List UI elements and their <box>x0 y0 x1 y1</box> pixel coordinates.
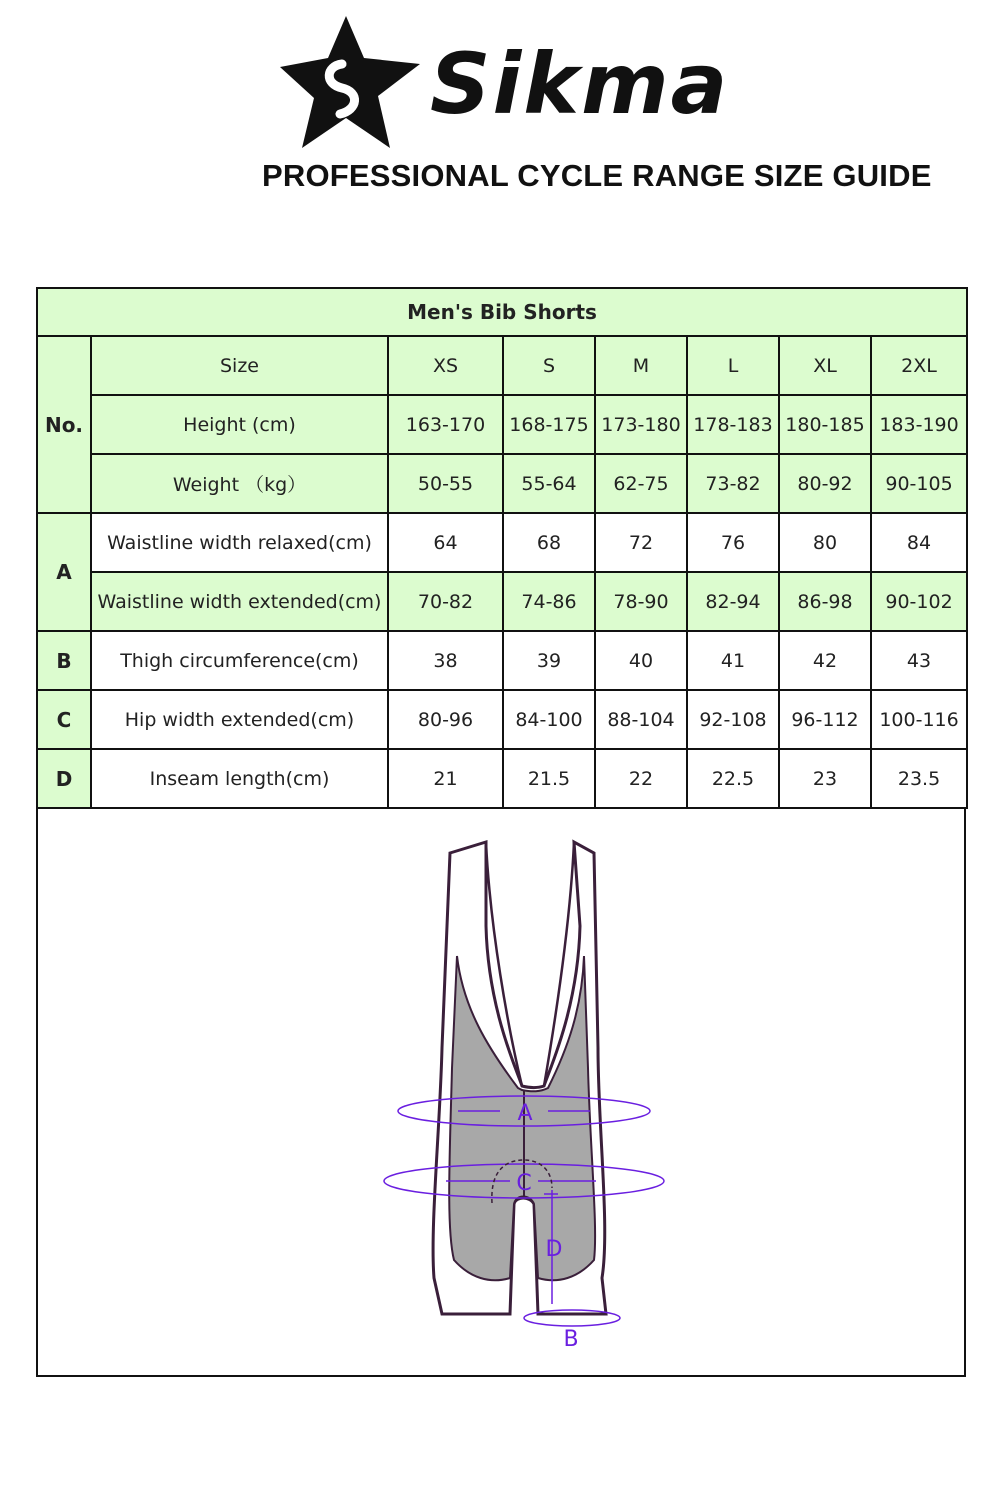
table-cell: 168-175 <box>503 395 595 454</box>
table-cell: 68 <box>503 513 595 572</box>
table-row <box>37 749 967 808</box>
row-group-label: A <box>37 513 91 631</box>
table-cell: 22 <box>595 749 687 808</box>
table-cell: 92-108 <box>687 690 779 749</box>
row-label: Size <box>91 336 388 395</box>
row-label: Waistline width relaxed(cm) <box>91 513 388 572</box>
table-cell: 173-180 <box>595 395 687 454</box>
table-cell: 74-86 <box>503 572 595 631</box>
table-cell: 22.5 <box>687 749 779 808</box>
table-cell: 23.5 <box>871 749 967 808</box>
row-group-label: C <box>37 690 91 749</box>
table-cell: 90-105 <box>871 454 967 513</box>
row-label: Weight （kg） <box>91 454 388 513</box>
table-cell: 73-82 <box>687 454 779 513</box>
table-cell: 78-90 <box>595 572 687 631</box>
table-cell: 178-183 <box>687 395 779 454</box>
table-cell: 42 <box>779 631 871 690</box>
row-label: Inseam length(cm) <box>91 749 388 808</box>
table-cell: 76 <box>687 513 779 572</box>
table-cell: 38 <box>388 631 503 690</box>
size-table <box>36 287 968 809</box>
table-cell: 180-185 <box>779 395 871 454</box>
table-cell: XS <box>388 336 503 395</box>
table-cell: 64 <box>388 513 503 572</box>
table-cell: 43 <box>871 631 967 690</box>
table-cell: 88-104 <box>595 690 687 749</box>
marker-d: D <box>545 1237 563 1262</box>
table-cell: 90-102 <box>871 572 967 631</box>
table-cell: L <box>687 336 779 395</box>
brand-header <box>280 12 740 152</box>
marker-b: B <box>563 1327 579 1352</box>
table-cell: 82-94 <box>687 572 779 631</box>
table-cell: 80-96 <box>388 690 503 749</box>
table-cell: 84 <box>871 513 967 572</box>
brand-name: Sikma <box>430 35 730 133</box>
table-cell: 21.5 <box>503 749 595 808</box>
row-group-label: No. <box>37 336 91 513</box>
row-group-label: D <box>37 749 91 808</box>
table-cell: 80 <box>779 513 871 572</box>
table-row <box>37 336 967 395</box>
table-cell: 23 <box>779 749 871 808</box>
page-title: PROFESSIONAL CYCLE RANGE SIZE GUIDE <box>262 158 932 193</box>
table-cell: XL <box>779 336 871 395</box>
row-label: Thigh circumference(cm) <box>91 631 388 690</box>
table-cell: 96-112 <box>779 690 871 749</box>
table-cell: M <box>595 336 687 395</box>
table-cell: 84-100 <box>503 690 595 749</box>
table-cell: 39 <box>503 631 595 690</box>
table-cell: 163-170 <box>388 395 503 454</box>
table-cell: 62-75 <box>595 454 687 513</box>
table-row <box>37 631 967 690</box>
star-logo-icon <box>280 12 425 152</box>
table-cell: 86-98 <box>779 572 871 631</box>
marker-c: C <box>516 1171 532 1196</box>
marker-a: A <box>517 1101 533 1126</box>
table-cell: 41 <box>687 631 779 690</box>
table-cell: 50-55 <box>388 454 503 513</box>
table-cell: 70-82 <box>388 572 503 631</box>
table-row <box>37 454 967 513</box>
table-row <box>37 690 967 749</box>
row-label: Hip width extended(cm) <box>91 690 388 749</box>
table-row <box>37 513 967 572</box>
table-cell: 2XL <box>871 336 967 395</box>
table-title: Men's Bib Shorts <box>37 288 967 336</box>
table-cell: S <box>503 336 595 395</box>
bib-shorts-illustration <box>38 808 964 1375</box>
table-cell: 72 <box>595 513 687 572</box>
size-chart <box>36 287 966 809</box>
table-cell: 100-116 <box>871 690 967 749</box>
table-cell: 183-190 <box>871 395 967 454</box>
table-row <box>37 395 967 454</box>
row-label: Height (cm) <box>91 395 388 454</box>
table-row <box>37 572 967 631</box>
row-group-label: B <box>37 631 91 690</box>
table-cell: 55-64 <box>503 454 595 513</box>
measurement-diagram <box>36 808 966 1377</box>
row-label: Waistline width extended(cm) <box>91 572 388 631</box>
table-cell: 80-92 <box>779 454 871 513</box>
table-cell: 21 <box>388 749 503 808</box>
table-cell: 40 <box>595 631 687 690</box>
